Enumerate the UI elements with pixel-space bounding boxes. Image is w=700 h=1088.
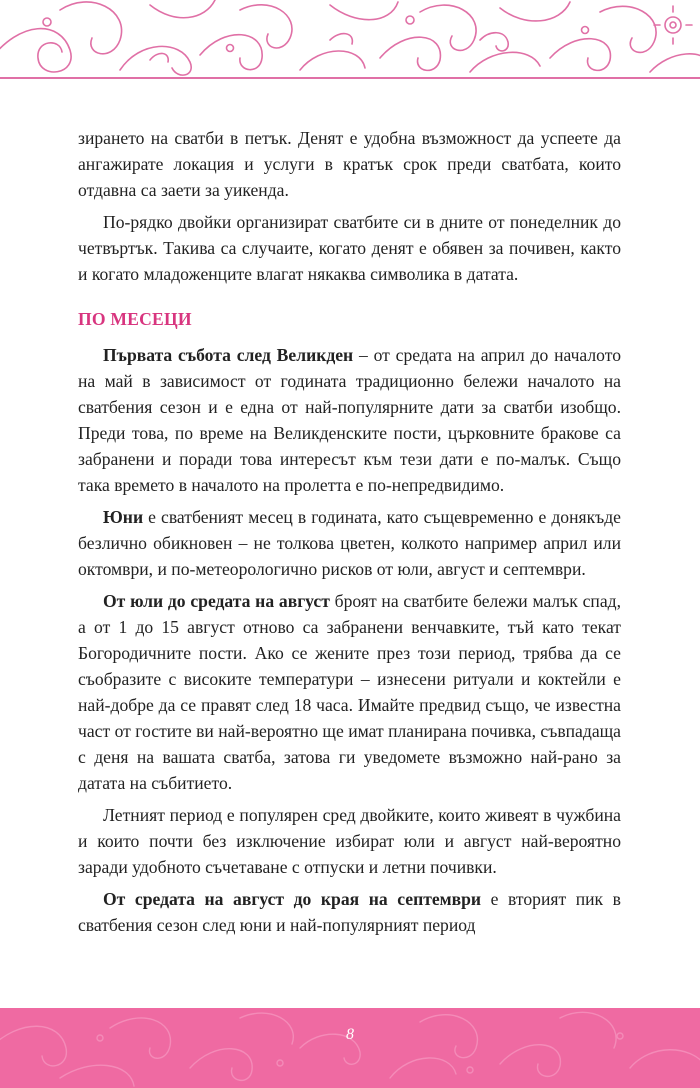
top-ornament-band bbox=[0, 0, 700, 77]
paragraph-text: е вторият пик в сватбения сезон след юни и най-популярният период bbox=[78, 889, 621, 935]
paragraph bbox=[78, 342, 621, 498]
paragraph-text: е сватбеният месец в годината, като същевременно е донякъде безлично обикновен – не толкова цветен, колкото например април или октомври, и по-метеорологично рисков от юли, август и септември. bbox=[78, 507, 621, 579]
paragraph: По-рядко двойки организират сватбите си в дните от понеделник до четвъртък. Такива са случаите, когато денят е обявен за почивен, както и когато младоженците влагат някаква символика в датата. bbox=[78, 212, 621, 284]
paragraph-text: – от средата на април до началото на май в зависимост от годината традиционно бележи началото на сватбения сезон и е една от най-популярните дати за сватби изобщо. Преди това, по време на Великденските пости, църковните бракове са забранени и поради това интересът към тези дати е по-малък. Също така времето в началото на пролетта е по-непредвидимо. bbox=[78, 345, 621, 495]
bold-term: Първата събота след Великден bbox=[103, 345, 354, 365]
floral-swirl-icon bbox=[0, 1008, 700, 1088]
floral-ornament-icon bbox=[0, 0, 700, 77]
paragraph-text: броят на сватбите бележи малък спад, а от 1 до 15 август отново са забранени венчавките, тъй като текат Богородичните пости. Ако се жените през този период, трябва да се съобразите с високите температури – изнесени ритуали и коктейли е най-добре да се правят след 18 часа. Имайте предвид също, че известна част от гостите ви най-вероятно ще имат планирана почивка, съвпадаща с деня на вашата сватба, затова ги уведомете възможно най-рано за датата на събитието. bbox=[78, 591, 621, 793]
paragraph bbox=[78, 504, 621, 582]
bold-term: Юни bbox=[103, 507, 144, 527]
paragraph: Летният период е популярен сред двойките, които живеят в чужбина и които почти без изключение избират юли и август най-вероятно заради удобното съчетаване с отпуски и летни почивки. bbox=[78, 805, 621, 877]
section-heading: ПО МЕСЕЦИ bbox=[78, 309, 192, 329]
page-body bbox=[78, 125, 621, 938]
paragraph bbox=[78, 886, 621, 938]
paragraph: зирането на сватби в петък. Денят е удобна възможност да успеете да ангажирате локация и услуги в кратък срок преди сватбата, които отдавна са заети за уикенда. bbox=[78, 128, 621, 200]
page-number: 8 bbox=[346, 1026, 354, 1043]
paragraph bbox=[78, 588, 621, 796]
bottom-ornament-band bbox=[0, 1008, 700, 1088]
top-divider bbox=[0, 77, 700, 79]
bold-term: От средата на август до края на септември bbox=[103, 889, 482, 909]
bold-term: От юли до средата на август bbox=[103, 591, 330, 611]
